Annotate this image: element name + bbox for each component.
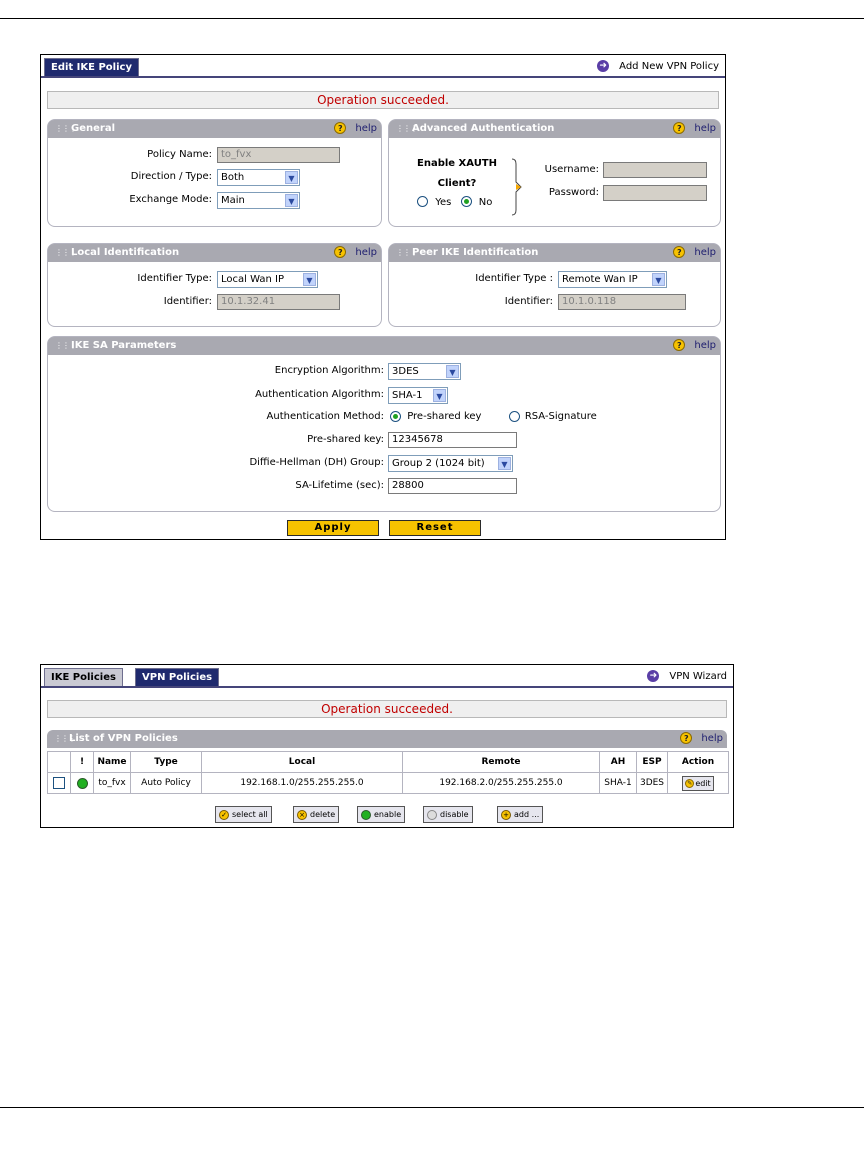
vpn-wizard-label: VPN Wizard [669,671,727,682]
disable-button[interactable]: disable [423,806,473,823]
help-icon: ? [673,122,685,134]
row-type: Auto Policy [131,773,202,794]
status-green-icon [77,778,88,789]
col-action: Action [668,752,729,773]
pre-shared-key-radio[interactable] [390,411,401,422]
authentication-algorithm-select[interactable]: SHA-1 ▼ [388,387,448,404]
col-type: Type [131,752,202,773]
table-header-row [48,752,729,773]
tab-ike-policies[interactable]: IKE Policies [44,668,123,688]
row-checkbox[interactable] [53,777,65,789]
encryption-algorithm-select[interactable]: 3DES ▼ [388,363,461,380]
table-row [48,773,729,794]
tab-underline [41,76,725,78]
disable-icon [427,810,437,820]
vpn-list-title: List of VPN Policies [69,733,178,744]
peer-identification-title: Peer IKE Identification [412,247,539,258]
chevron-down-icon: ▼ [285,171,298,184]
advanced-auth-header [389,120,720,138]
general-help-link[interactable]: ? help [334,120,377,138]
ike-sa-title: IKE SA Parameters [71,340,177,351]
peer-identifier-type-select[interactable]: Remote Wan IP ▼ [558,271,667,288]
xauth-radio-group [417,196,492,208]
advanced-auth-panel [388,119,721,227]
tab-edit-ike-policy[interactable]: Edit IKE Policy [44,58,139,78]
local-help-link[interactable]: ? help [334,244,377,262]
peer-identification-header [389,244,720,262]
vpn-wizard-link[interactable] [647,669,727,685]
vpn-list-header [47,730,727,748]
apply-button[interactable]: Apply [287,520,379,536]
row-remote: 192.168.2.0/255.255.255.0 [403,773,600,794]
chevron-down-icon: ▼ [285,194,298,207]
vpn-list-help-link[interactable]: ? help [680,730,723,748]
grip-icon: ⋮⋮⋮ [54,734,75,743]
chevron-down-icon: ▼ [433,389,446,402]
grip-icon: ⋮⋮⋮ [396,248,417,257]
chevron-down-icon: ▼ [652,273,665,286]
general-header [48,120,381,138]
vpn-policies-table [47,751,729,794]
local-identification-panel [47,243,382,327]
xauth-yes-radio[interactable] [417,196,428,207]
exchange-mode-select[interactable]: Main ▼ [217,192,300,209]
dh-group-select[interactable]: Group 2 (1024 bit) ▼ [388,455,513,472]
general-panel [47,119,382,227]
col-status: ! [71,752,94,773]
grip-icon: ⋮⋮⋮ [396,124,417,133]
direction-type-select[interactable]: Both ▼ [217,169,300,186]
help-icon: ? [334,246,346,258]
chevron-down-icon: ▼ [498,457,511,470]
peer-identifier-label: Identifier: [504,296,553,307]
password-label: Password: [548,187,599,198]
username-input[interactable] [603,162,707,178]
grip-icon: ⋮⋮⋮ [55,124,76,133]
peer-identifier-type-label: Identifier Type : [475,273,553,284]
policy-name-label: Policy Name: [147,149,212,160]
peer-help-link[interactable]: ? help [673,244,716,262]
pencil-icon: ✎ [687,779,693,787]
authentication-method-label: Authentication Method: [266,411,384,422]
help-icon: ? [680,732,692,744]
tab-vpn-policies[interactable]: VPN Policies [135,668,219,688]
pre-shared-key-label: Pre-shared key: [307,434,384,445]
row-status-cell [71,773,94,794]
col-ah: AH [600,752,637,773]
enable-button[interactable]: enable [357,806,405,823]
sa-lifetime-label: SA-Lifetime (sec): [295,480,384,491]
arrow-right-icon: ➜ [647,670,659,682]
enable-xauth-label: Enable XAUTH Client? [417,158,497,189]
chevron-down-icon: ▼ [446,365,459,378]
ike-sa-parameters-panel [47,336,721,512]
row-esp: 3DES [637,773,668,794]
col-select [48,752,71,773]
username-label: Username: [544,164,599,175]
pre-shared-key-input[interactable]: 12345678 [388,432,517,448]
sa-lifetime-input[interactable]: 28800 [388,478,517,494]
local-identification-title: Local Identification [71,247,180,258]
xauth-no-label: No [478,196,493,208]
grip-icon: ⋮⋮⋮ [55,341,76,350]
dh-group-label: Diffie-Hellman (DH) Group: [249,457,384,468]
add-button[interactable]: + add ... [497,806,543,823]
col-remote: Remote [403,752,600,773]
bracket-arrow-icon [511,158,525,216]
xauth-yes-label: Yes [435,196,452,208]
page-bottom-rule [0,1107,864,1108]
grip-icon: ⋮⋮⋮ [55,248,76,257]
vpn-policies-screenshot [40,664,734,828]
tab-bar [41,55,725,77]
help-icon: ? [334,122,346,134]
rsa-signature-radio[interactable] [509,411,520,422]
status-message: Operation succeeded. [47,700,727,718]
delete-icon: × [297,810,307,820]
chevron-down-icon: ▼ [303,273,316,286]
local-identifier-label: Identifier: [163,296,212,307]
tab-underline [41,686,733,688]
peer-identification-panel [388,243,721,327]
exchange-mode-label: Exchange Mode: [129,194,212,205]
edit-ike-policy-screenshot [40,54,726,540]
rsa-signature-radio-label: RSA-Signature [524,411,597,422]
add-icon: + [501,810,511,820]
row-name: to_fvx [94,773,131,794]
advanced-auth-help-link[interactable]: ? help [673,120,716,138]
edit-button[interactable]: ✎ edit [682,776,713,791]
row-local: 192.168.1.0/255.255.255.0 [202,773,403,794]
local-identification-header [48,244,381,262]
row-checkbox-cell [48,773,71,794]
password-input[interactable] [603,185,707,201]
add-new-vpn-policy-label: Add New VPN Policy [619,61,719,72]
arrow-right-icon: ➜ [597,60,609,72]
status-message: Operation succeeded. [47,91,719,109]
check-icon: ✓ [219,810,229,820]
col-local: Local [202,752,403,773]
auth-method-radio-group [390,409,597,425]
reset-button[interactable]: Reset [389,520,481,536]
help-icon: ? [673,339,685,351]
advanced-auth-title: Advanced Authentication [412,123,555,134]
select-all-button[interactable]: ✓ select all [215,806,272,823]
enable-icon [361,810,371,820]
general-title: General [71,123,115,134]
add-new-vpn-policy-link[interactable] [597,59,719,75]
col-name: Name [94,752,131,773]
row-action-cell [668,773,729,794]
authentication-algorithm-label: Authentication Algorithm: [255,389,384,400]
row-ah: SHA-1 [600,773,637,794]
peer-identifier-input[interactable]: 10.1.0.118 [558,294,686,310]
col-esp: ESP [637,752,668,773]
help-icon: ? [673,246,685,258]
direction-type-label: Direction / Type: [130,171,212,182]
tab-bar [41,665,733,687]
ike-sa-help-link[interactable]: ? help [673,337,716,355]
local-identifier-type-label: Identifier Type: [137,273,212,284]
delete-button[interactable]: × delete [293,806,339,823]
encryption-algorithm-label: Encryption Algorithm: [274,365,384,376]
pre-shared-key-radio-label: Pre-shared key [407,411,482,422]
local-identifier-type-select[interactable]: Local Wan IP ▼ [217,271,318,288]
local-identifier-input[interactable]: 10.1.32.41 [217,294,340,310]
page-top-rule [0,18,864,19]
xauth-no-radio[interactable] [461,196,472,207]
ike-sa-header [48,337,720,355]
policy-name-input[interactable]: to_fvx [217,147,340,163]
